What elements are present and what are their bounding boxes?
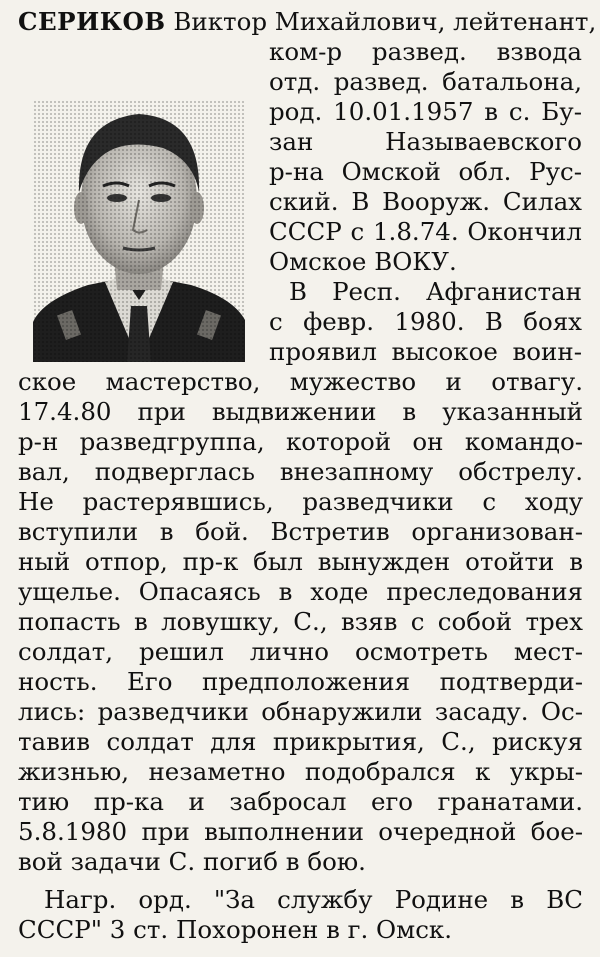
entry-line: солдат, решил лично осмотреть мест-	[18, 637, 583, 666]
entry-line: зан Называевского	[269, 127, 582, 156]
entry-line: ком-р развед. взвода	[269, 37, 582, 66]
entry-line: ность. Его предположения подтверди-	[18, 667, 583, 696]
entry-line: вступили в бой. Встретив организован-	[18, 517, 583, 546]
entry-line: р-н разведгруппа, которой он командо-	[18, 427, 583, 456]
portrait-photo	[33, 100, 245, 362]
entry-line: Нагр. орд. "За службу Родине в ВС	[44, 885, 583, 914]
entry-line: с февр. 1980. В боях	[269, 307, 582, 336]
entry-surname: СЕРИКОВ	[18, 7, 166, 36]
entry-line: Не растерявшись, разведчики с ходу	[18, 487, 583, 516]
entry-line: тию пр-ка и забросал его гранатами.	[18, 787, 583, 816]
entry-line: 5.8.1980 при выполнении очередной бое-	[18, 817, 583, 846]
entry-header-line	[18, 7, 597, 37]
entry-line: Омское ВОКУ.	[269, 247, 457, 276]
entry-line: вой задачи С. погиб в бою.	[18, 847, 366, 876]
entry-line: проявил высокое воин-	[269, 337, 582, 366]
entry-line: род. 10.01.1957 в с. Бу-	[269, 97, 582, 126]
entry-line: жизнью, незаметно подобрался к укры-	[18, 757, 583, 786]
entry-line: тавив солдат для прикрытия, С., рискуя	[18, 727, 583, 756]
entry-line: СССР" 3 ст. Похоронен в г. Омск.	[18, 915, 453, 944]
entry-line: 17.4.80 при выдвижении в указанный	[18, 397, 583, 426]
entry-line: ный отпор, пр-к был вынужден отойти в	[18, 547, 583, 576]
entry-line: вал, подверглась внезапному обстрелу.	[18, 457, 583, 486]
entry-line: р-на Омской обл. Рус-	[269, 157, 582, 186]
entry-line: В Респ. Афганистан	[289, 277, 582, 306]
entry-line: ский. В Вооруж. Силах	[269, 187, 582, 216]
entry-line: лись: разведчики обнаружили засаду. Ос-	[18, 697, 583, 726]
entry-line: СССР с 1.8.74. Окончил	[269, 217, 582, 246]
entry-line: ущелье. Опасаясь в ходе преследования	[18, 577, 583, 606]
entry-line: попасть в ловушку, С., взяв с собой трех	[18, 607, 583, 636]
entry-line: ское мастерство, мужество и отвагу.	[18, 367, 583, 396]
entry-name-rank: Виктор Михайлович, лейтенант,	[165, 7, 597, 36]
portrait-photo-icon	[33, 100, 245, 362]
entry-line: отд. развед. батальона,	[269, 67, 582, 96]
